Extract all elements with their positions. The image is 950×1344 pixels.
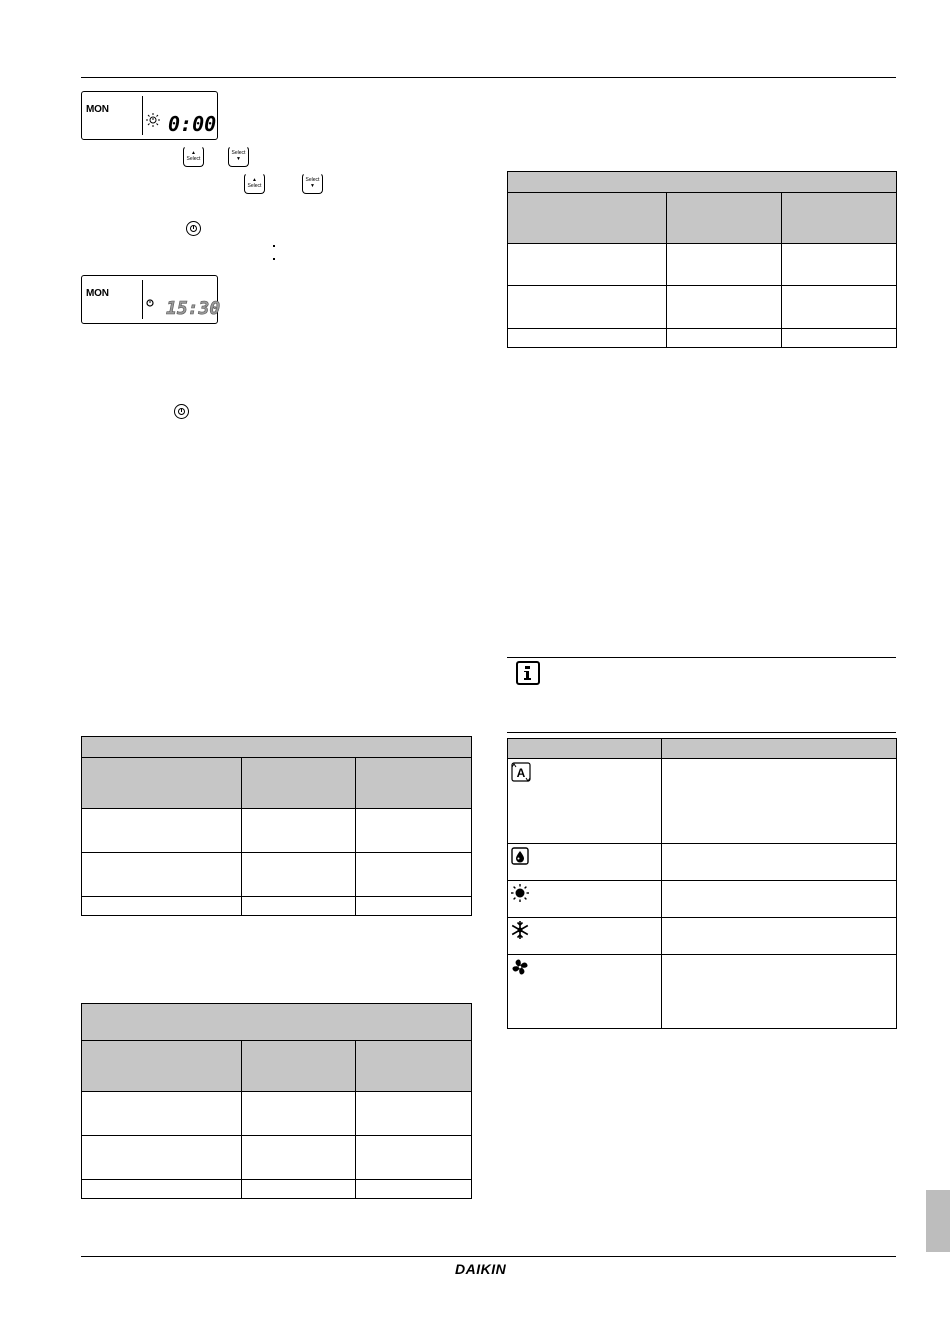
table-header-row: [508, 739, 897, 759]
table-header-row: [82, 737, 472, 758]
table-row: [508, 286, 897, 329]
bullet-marker: [273, 245, 275, 247]
display-day: MON: [86, 288, 109, 299]
heating-mode-icon: [510, 883, 530, 903]
settings-table: [507, 171, 897, 348]
table-row: [508, 844, 897, 881]
settings-table: [81, 1003, 472, 1199]
clock-button[interactable]: [174, 404, 189, 419]
auto-mode-icon: [510, 761, 532, 783]
display-day: MON: [86, 104, 109, 115]
table-header-row: [82, 758, 472, 809]
header-rule: [81, 77, 896, 78]
table-row: [508, 329, 897, 348]
clock-button[interactable]: [186, 221, 201, 236]
select-up-button[interactable]: ▲ Select: [244, 173, 265, 194]
table-header-row: [508, 172, 897, 193]
note-bottom-rule: [507, 732, 896, 733]
table-row: [82, 1136, 472, 1180]
table-row: [508, 955, 897, 1029]
clock-icon: [146, 299, 154, 307]
select-down-button[interactable]: Select ▼: [228, 146, 249, 167]
table-row: [508, 244, 897, 286]
display-divider: [142, 96, 143, 135]
table-row: [508, 759, 897, 844]
select-up-button[interactable]: ▲ Select: [183, 146, 204, 167]
display-divider: [142, 280, 143, 319]
select-down-button[interactable]: Select ▼: [302, 173, 323, 194]
cooling-mode-icon: [510, 920, 530, 940]
table-header-row: [82, 1004, 472, 1041]
table-header-row: [82, 1041, 472, 1092]
table-row: [82, 1092, 472, 1136]
operation-mode-table: [507, 738, 897, 1029]
settings-table: [81, 736, 472, 916]
table-row: [508, 881, 897, 918]
fan-mode-icon: [510, 957, 530, 977]
table-header-row: [508, 193, 897, 244]
chapter-tab: [926, 1190, 950, 1252]
dry-mode-icon: [510, 846, 530, 866]
note-top-rule: [507, 657, 896, 658]
table-row: [82, 1180, 472, 1199]
info-icon: [516, 661, 540, 685]
svg-text:A: A: [516, 766, 526, 780]
lcd-display-clock-setting: [81, 91, 218, 140]
daikin-logo: DAIKIN: [455, 1261, 507, 1277]
table-row: [508, 918, 897, 955]
blinking-clock-icon: [145, 112, 161, 128]
table-row: [82, 853, 472, 897]
display-time: 0:00: [168, 112, 217, 136]
footer-rule: [81, 1256, 896, 1257]
lcd-display-time-set: [81, 275, 221, 324]
bullet-marker: [273, 258, 275, 260]
display-time: 15:30: [166, 298, 221, 319]
table-row: [82, 897, 472, 916]
table-row: [82, 809, 472, 853]
